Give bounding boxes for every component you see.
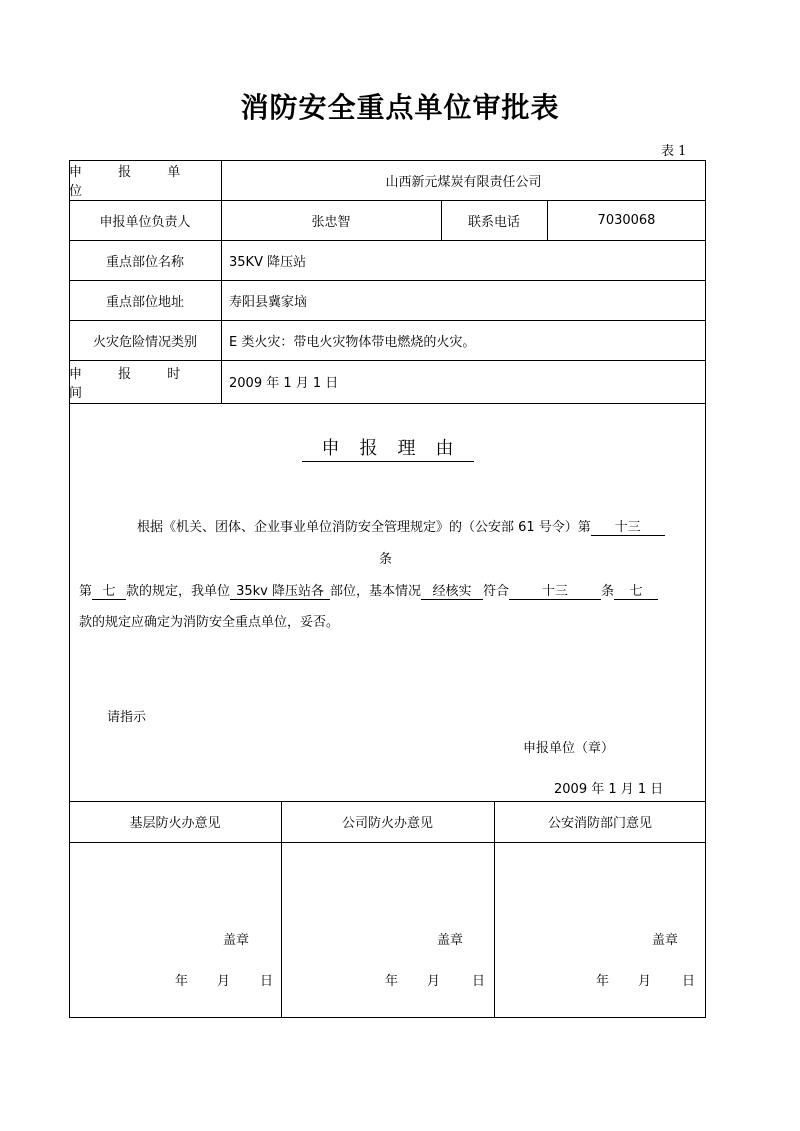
- article-fill-2: 十三: [509, 580, 601, 600]
- table-number: 表 1: [661, 144, 687, 159]
- day-label: 日: [682, 974, 696, 989]
- part-address-value: 寿阳县冀家垴: [229, 294, 308, 310]
- row-divider: [69, 403, 706, 404]
- row-divider: [69, 842, 706, 843]
- phone-value: 7030068: [597, 212, 656, 228]
- apply-time-value: 2009 年 1 月 1 日: [229, 376, 339, 391]
- form-title: 消防安全重点单位审批表: [240, 91, 560, 124]
- clause-fill-2: 七: [614, 580, 658, 600]
- seal-label: 盖章: [437, 933, 464, 948]
- part-address-label: 重点部位地址: [105, 294, 184, 310]
- fire-type-value: E 类火灾：带电火灾物体带电燃烧的火灾。: [229, 334, 476, 350]
- article-fill: 十三: [591, 516, 665, 536]
- reason-line-3: 第 七 款的规定，我单位 35kv 降压站各 部位，基本情况 经核实 符合 十三 条 七: [79, 580, 658, 600]
- request-text: 请指示: [107, 710, 147, 725]
- basic-status-fill: 经核实: [421, 580, 483, 600]
- apply-time-label: 申 报 时 间: [69, 366, 197, 401]
- unit-value: 山西新元煤炭有限责任公司: [385, 174, 542, 190]
- year-label: 年: [385, 974, 399, 989]
- opinion-header-local: 基层防火办意见: [129, 816, 221, 831]
- month-label: 月: [427, 974, 441, 989]
- year-label: 年: [175, 974, 189, 989]
- opinion-header-police: 公安消防部门意见: [547, 816, 652, 831]
- year-label: 年: [596, 974, 610, 989]
- unit-label: 申 报 单 位: [69, 165, 197, 199]
- reason-line-1: 根据《机关、团体、企业事业单位消防安全管理规定》的（公安部 61 号令）第 十三: [137, 516, 665, 536]
- day-label: 日: [472, 974, 486, 989]
- applicant-seal: 申报单位（章）: [523, 741, 615, 756]
- month-label: 月: [217, 974, 231, 989]
- opinion-header-company: 公司防火办意见: [341, 816, 433, 831]
- reason-line-2: 条: [379, 552, 393, 567]
- month-label: 月: [638, 974, 652, 989]
- phone-label: 联系电话: [467, 214, 520, 230]
- leader-label: 申报单位负责人: [99, 214, 191, 230]
- unit-part-fill: 35kv 降压站各: [230, 580, 330, 600]
- reason-heading: 申报理由: [69, 434, 706, 460]
- leader-value: 张忠智: [311, 214, 351, 230]
- seal-label: 盖章: [652, 933, 679, 948]
- fire-type-label: 火灾危险情况类别: [92, 334, 197, 350]
- apply-date: 2009 年 1 月 1 日: [554, 782, 664, 797]
- reason-line-4: 款的规定应确定为消防安全重点单位，妥否。: [79, 615, 340, 630]
- part-name-label: 重点部位名称: [105, 254, 184, 270]
- clause-fill: 七: [92, 580, 126, 600]
- seal-label: 盖章: [223, 933, 250, 948]
- part-name-value: 35KV 降压站: [229, 254, 307, 270]
- day-label: 日: [260, 974, 274, 989]
